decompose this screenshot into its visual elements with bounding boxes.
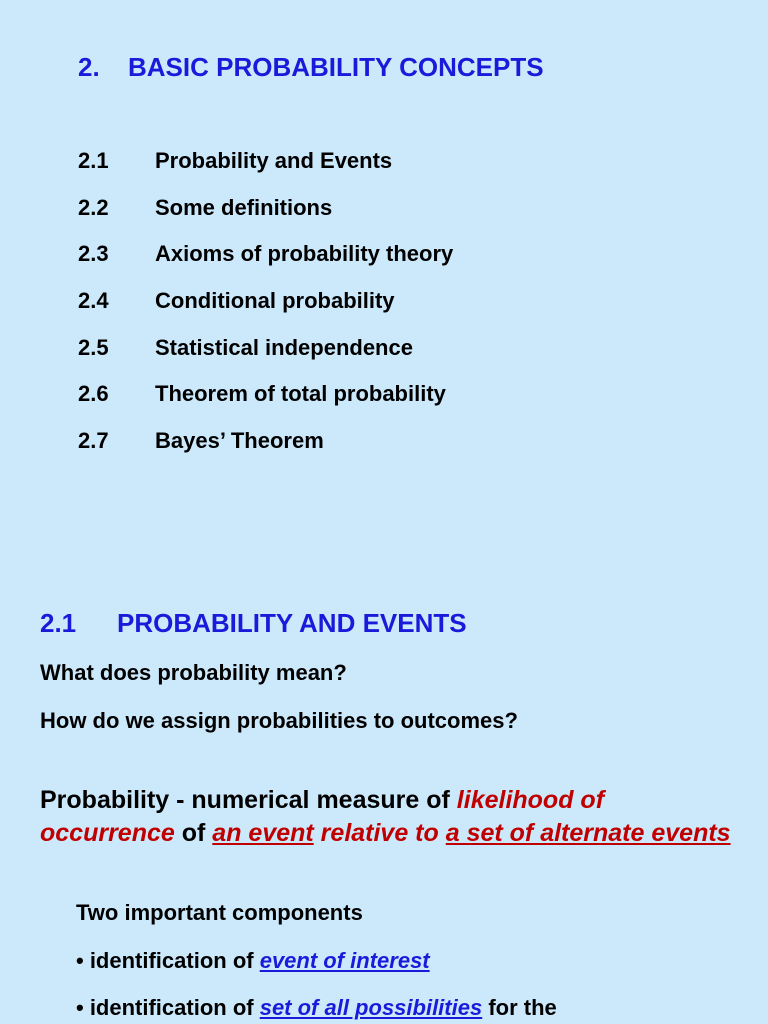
toc-label: Some definitions xyxy=(155,194,333,220)
section-number: 2.1 xyxy=(40,608,77,638)
bullet-prefix: • identification of xyxy=(76,948,260,973)
toc-label: Axioms of probability theory xyxy=(155,241,454,267)
toc-item-2-5 xyxy=(78,335,453,382)
toc-number: 2.7 xyxy=(78,428,109,454)
toc-item-2-1 xyxy=(78,148,453,195)
page-title xyxy=(78,52,544,83)
toc-label: Probability and Events xyxy=(155,148,393,173)
toc-item-2-2 xyxy=(78,195,453,242)
definition-text: of xyxy=(174,819,213,847)
bullet-event-of-interest xyxy=(76,948,430,974)
toc-label: Conditional probability xyxy=(155,288,395,314)
bullet-suffix: for the xyxy=(482,995,557,1020)
bullet-set-of-possibilities xyxy=(76,995,557,1021)
toc-number: 2.2 xyxy=(78,194,109,220)
probability-definition xyxy=(40,784,740,850)
definition-likelihood: likelihood of occurrence xyxy=(40,786,605,847)
toc-label: Statistical independence xyxy=(155,334,413,360)
definition-relative-to: relative to xyxy=(313,819,446,847)
toc-label: Theorem of total probability xyxy=(155,381,446,407)
toc-item-2-4 xyxy=(78,288,453,335)
link-set-of-all-possibilities[interactable]: set of all possibilities xyxy=(259,995,483,1020)
question-meaning: What does probability mean? xyxy=(40,660,347,685)
toc-number: 2.1 xyxy=(78,148,109,173)
section-heading xyxy=(40,608,467,639)
toc-label: Bayes’ Theorem xyxy=(155,428,324,454)
toc-number: 2.4 xyxy=(78,288,109,314)
table-of-contents xyxy=(78,148,453,475)
toc-item-2-7 xyxy=(78,428,453,475)
bullet-prefix: • identification of xyxy=(76,995,260,1020)
question-assign: How do we assign probabilities to outcomes? xyxy=(40,708,518,733)
title-number: 2. xyxy=(78,52,100,82)
components-intro: Two important components xyxy=(76,900,363,925)
title-text: BASIC PROBABILITY CONCEPTS xyxy=(128,52,544,82)
toc-item-2-3 xyxy=(78,241,453,288)
definition-alternate-events: a set of alternate events xyxy=(445,819,731,847)
toc-number: 2.6 xyxy=(78,381,109,407)
definition-text: Probability - numerical measure of xyxy=(40,786,457,814)
toc-number: 2.3 xyxy=(78,241,109,267)
toc-item-2-6 xyxy=(78,381,453,428)
link-event-of-interest[interactable]: event of interest xyxy=(259,948,430,973)
section-heading-text: PROBABILITY AND EVENTS xyxy=(117,608,467,638)
toc-number: 2.5 xyxy=(78,334,109,360)
definition-an-event: an event xyxy=(212,819,314,847)
